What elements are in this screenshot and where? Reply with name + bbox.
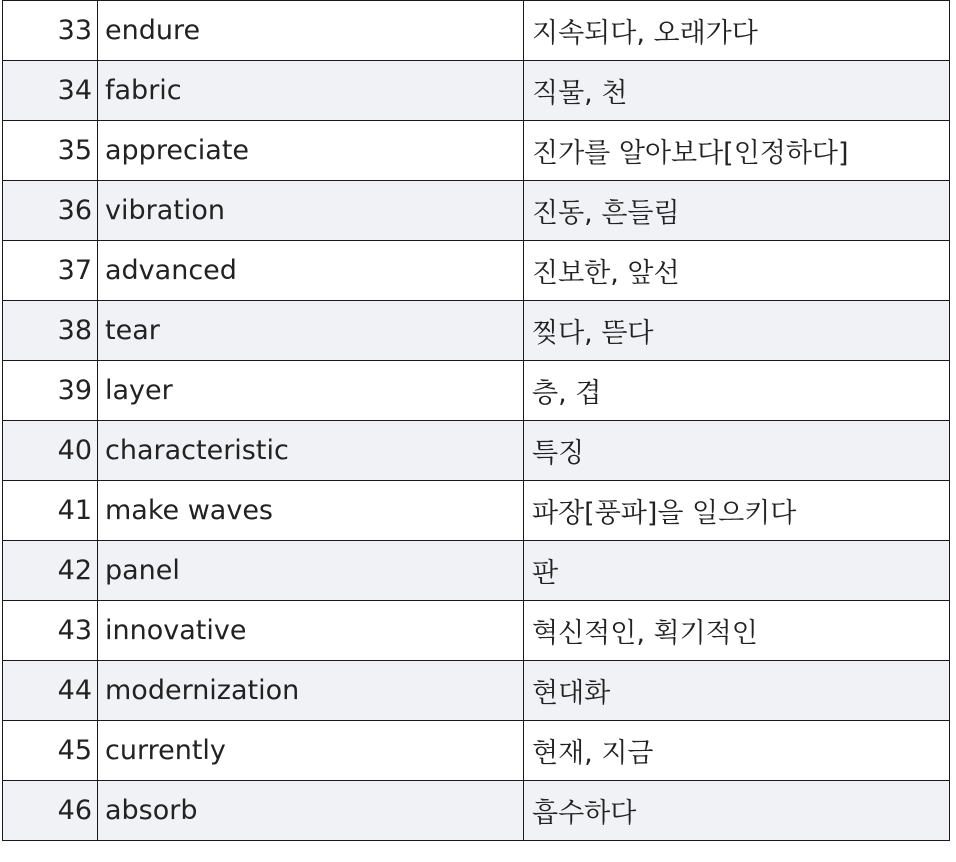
- english-word: make waves: [98, 481, 524, 541]
- row-number: 36: [3, 181, 98, 241]
- table-row: [3, 721, 950, 781]
- english-word: appreciate: [98, 121, 524, 181]
- english-word: fabric: [98, 61, 524, 121]
- row-number: 38: [3, 301, 98, 361]
- korean-meaning: 특징: [524, 421, 950, 481]
- english-word: innovative: [98, 601, 524, 661]
- korean-meaning: 지속되다, 오래가다: [524, 1, 950, 61]
- korean-meaning: 판: [524, 541, 950, 601]
- korean-meaning: 진가를 알아보다[인정하다]: [524, 121, 950, 181]
- table-row: [3, 361, 950, 421]
- korean-meaning: 현재, 지금: [524, 721, 950, 781]
- table-row: [3, 781, 950, 841]
- row-number: 41: [3, 481, 98, 541]
- korean-meaning: 직물, 천: [524, 61, 950, 121]
- row-number: 35: [3, 121, 98, 181]
- english-word: absorb: [98, 781, 524, 841]
- table-row: [3, 421, 950, 481]
- english-word: characteristic: [98, 421, 524, 481]
- english-word: vibration: [98, 181, 524, 241]
- korean-meaning: 진동, 흔들림: [524, 181, 950, 241]
- english-word: currently: [98, 721, 524, 781]
- table-row: [3, 121, 950, 181]
- table-row: [3, 601, 950, 661]
- korean-meaning: 혁신적인, 획기적인: [524, 601, 950, 661]
- table-row: [3, 481, 950, 541]
- table-row: [3, 61, 950, 121]
- table-row: [3, 1, 950, 61]
- korean-meaning: 흡수하다: [524, 781, 950, 841]
- english-word: layer: [98, 361, 524, 421]
- table-row: [3, 541, 950, 601]
- row-number: 37: [3, 241, 98, 301]
- row-number: 46: [3, 781, 98, 841]
- row-number: 45: [3, 721, 98, 781]
- korean-meaning: 현대화: [524, 661, 950, 721]
- english-word: advanced: [98, 241, 524, 301]
- table-row: [3, 241, 950, 301]
- table-row: [3, 661, 950, 721]
- row-number: 42: [3, 541, 98, 601]
- english-word: panel: [98, 541, 524, 601]
- row-number: 33: [3, 1, 98, 61]
- row-number: 44: [3, 661, 98, 721]
- english-word: endure: [98, 1, 524, 61]
- english-word: tear: [98, 301, 524, 361]
- korean-meaning: 층, 겹: [524, 361, 950, 421]
- english-word: modernization: [98, 661, 524, 721]
- korean-meaning: 파장[풍파]을 일으키다: [524, 481, 950, 541]
- table-row: [3, 181, 950, 241]
- table-row: [3, 301, 950, 361]
- korean-meaning: 진보한, 앞선: [524, 241, 950, 301]
- row-number: 39: [3, 361, 98, 421]
- row-number: 40: [3, 421, 98, 481]
- row-number: 34: [3, 61, 98, 121]
- row-number: 43: [3, 601, 98, 661]
- vocabulary-table: [2, 0, 950, 841]
- korean-meaning: 찢다, 뜯다: [524, 301, 950, 361]
